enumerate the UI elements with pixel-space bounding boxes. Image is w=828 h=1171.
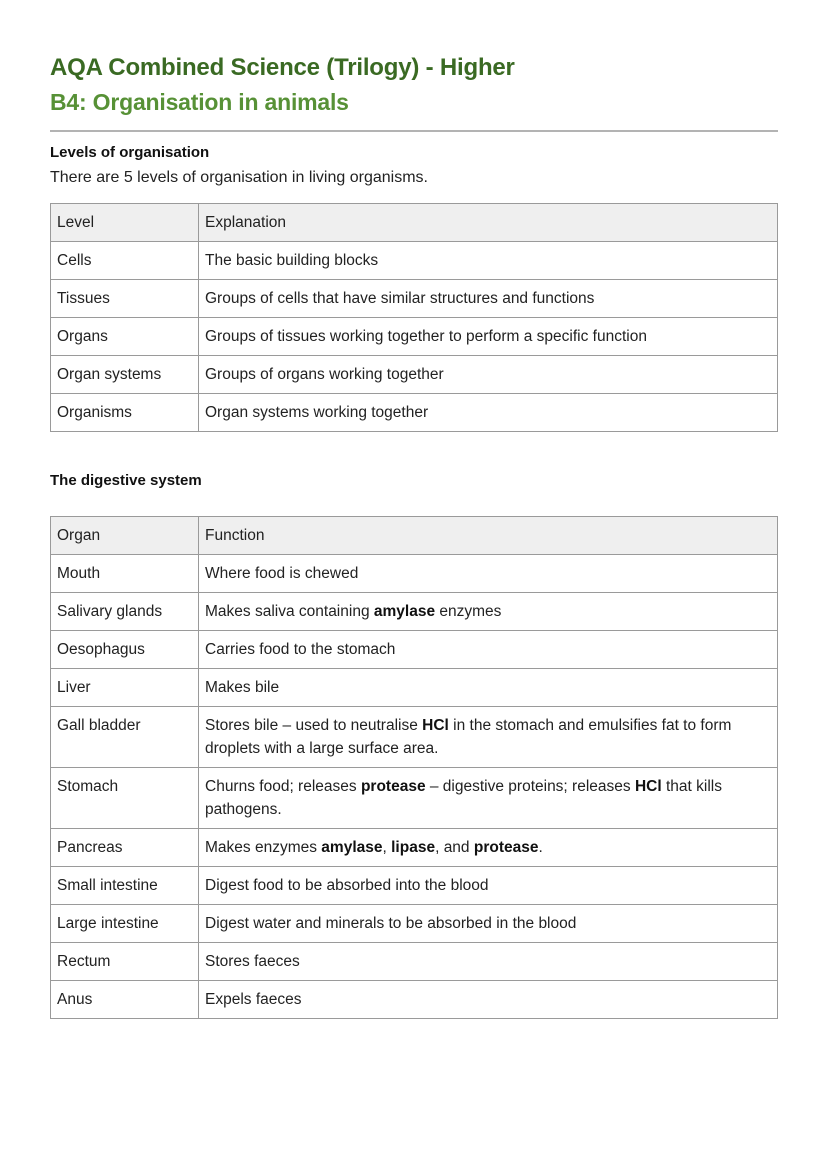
bold-term: protease — [360, 778, 426, 795]
organ-name-cell: Gall bladder — [51, 707, 199, 768]
levels-heading: Levels of organisation — [50, 144, 210, 161]
level-explanation-cell: The basic building blocks — [199, 242, 778, 280]
organ-name-cell: Pancreas — [51, 829, 199, 867]
text-segment: Makes bile — [205, 679, 280, 696]
table-row — [51, 593, 778, 631]
organ-name-cell: Large intestine — [51, 905, 199, 943]
level-explanation-cell: Groups of organs working together — [199, 356, 778, 394]
text-segment: Carries food to the stomach — [205, 641, 396, 658]
column-header-function: Function — [199, 517, 778, 555]
text-segment: in the stomach and emulsifies fat to form droplets with a large surface area. — [205, 717, 732, 757]
bold-term: HCl — [422, 717, 449, 734]
text-segment: . — [538, 839, 543, 856]
level-explanation-cell: Groups of cells that have similar structures and functions — [199, 280, 778, 318]
table-row — [51, 280, 778, 318]
table-row — [51, 356, 778, 394]
organ-function-cell — [199, 981, 778, 1019]
table-row — [51, 943, 778, 981]
column-header-level: Level — [51, 204, 199, 242]
organ-function-cell — [199, 905, 778, 943]
text-segment: Makes saliva containing — [205, 603, 374, 620]
text-segment: Where food is chewed — [205, 565, 359, 582]
digestive-table — [50, 516, 778, 1019]
level-explanation-cell: Groups of tissues working together to perform a specific function — [199, 318, 778, 356]
organ-name-cell: Salivary glands — [51, 593, 199, 631]
organ-name-cell: Stomach — [51, 768, 199, 829]
table-row — [51, 318, 778, 356]
organ-name-cell: Small intestine — [51, 867, 199, 905]
organ-name-cell: Mouth — [51, 555, 199, 593]
table-row — [51, 555, 778, 593]
table-header-row — [51, 517, 778, 555]
level-name-cell: Organisms — [51, 394, 199, 432]
levels-table — [50, 203, 778, 432]
organ-function-cell — [199, 943, 778, 981]
text-segment: Stores faeces — [205, 953, 300, 970]
text-segment: Churns food; releases — [205, 778, 361, 795]
organ-function-cell — [199, 867, 778, 905]
text-segment: , — [382, 839, 392, 856]
table-row — [51, 242, 778, 280]
bold-term: amylase — [321, 839, 383, 856]
bold-term: HCl — [634, 778, 662, 795]
bold-term: protease — [473, 839, 539, 856]
divider — [50, 130, 778, 132]
bold-term: amylase — [373, 603, 436, 620]
organ-function-cell — [199, 631, 778, 669]
text-segment: – digestive proteins; releases — [425, 778, 635, 795]
page-title: AQA Combined Science (Trilogy) - Higher — [50, 54, 515, 81]
level-name-cell: Organ systems — [51, 356, 199, 394]
table-row — [51, 829, 778, 867]
table-header-row — [51, 204, 778, 242]
text-segment: Makes enzymes — [205, 839, 322, 856]
table-row — [51, 631, 778, 669]
document-page — [50, 52, 778, 1019]
digestive-heading: The digestive system — [50, 472, 202, 489]
organ-function-cell — [199, 707, 778, 768]
organ-function-cell — [199, 555, 778, 593]
organ-name-cell: Oesophagus — [51, 631, 199, 669]
table-row — [51, 867, 778, 905]
text-segment: Digest water and minerals to be absorbed in the blood — [205, 915, 577, 932]
level-explanation-cell: Organ systems working together — [199, 394, 778, 432]
organ-function-cell — [199, 829, 778, 867]
text-segment: enzymes — [435, 603, 502, 620]
text-segment: Stores bile – used to neutralise — [205, 717, 423, 734]
table-row — [51, 905, 778, 943]
organ-name-cell: Anus — [51, 981, 199, 1019]
level-name-cell: Organs — [51, 318, 199, 356]
text-segment: Expels faeces — [205, 991, 302, 1008]
level-name-cell: Tissues — [51, 280, 199, 318]
text-segment: that kills pathogens. — [205, 778, 722, 818]
table-row — [51, 981, 778, 1019]
table-row — [51, 394, 778, 432]
organ-function-cell — [199, 669, 778, 707]
organ-name-cell: Rectum — [51, 943, 199, 981]
table-row — [51, 768, 778, 829]
table-row — [51, 707, 778, 768]
organ-name-cell: Liver — [51, 669, 199, 707]
organ-function-cell — [199, 593, 778, 631]
text-segment: Digest food to be absorbed into the blood — [205, 877, 489, 894]
column-header-organ: Organ — [51, 517, 199, 555]
organ-function-cell — [199, 768, 778, 829]
table-row — [51, 669, 778, 707]
page-subtitle: B4: Organisation in animals — [50, 89, 349, 115]
level-name-cell: Cells — [51, 242, 199, 280]
text-segment: , and — [435, 839, 474, 856]
levels-intro: There are 5 levels of organisation in living organisms. — [50, 169, 428, 186]
bold-term: lipase — [391, 839, 436, 856]
column-header-explanation: Explanation — [199, 204, 778, 242]
